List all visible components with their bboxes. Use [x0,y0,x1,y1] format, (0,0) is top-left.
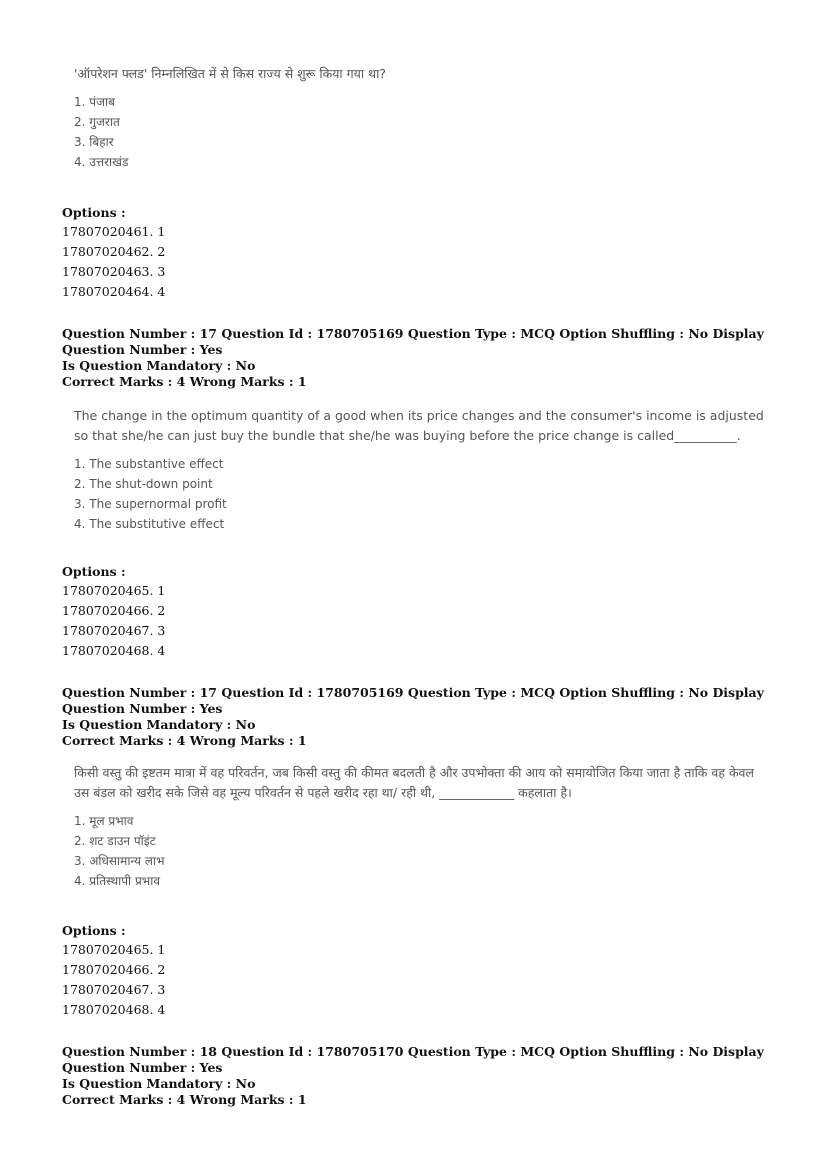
question-text: The change in the optimum quantity of a good when its price changes and the consumer's income is adjusted so that she/he can just buy the bundle that she/he was buying before the price change is called__________. [74,408,764,443]
mandatory-line: Is Question Mandatory : No [62,358,256,373]
mandatory-line: Is Question Mandatory : No [62,1076,256,1091]
choice-item: 3. बिहार [74,135,114,149]
option-id: 17807020465. 1 [62,942,166,957]
option-id: 17807020468. 4 [62,643,166,658]
question-meta-line: Question Number : 17 Question Id : 1780705169 Question Type : MCQ Option Shuffling : No Display Question Number : Yes [62,326,764,357]
options-label: Options : [62,205,126,220]
option-id: 17807020461. 1 [62,224,166,239]
option-id: 17807020462. 2 [62,244,166,259]
option-id: 17807020467. 3 [62,982,166,997]
choice-item: 1. पंजाब [74,95,115,109]
marks-line: Correct Marks : 4 Wrong Marks : 1 [62,733,307,748]
question-meta-line: Question Number : 17 Question Id : 1780705169 Question Type : MCQ Option Shuffling : No Display Question Number : Yes [62,685,764,716]
question-text: 'ऑपरेशन फ्लड' निम्नलिखित में से किस राज्य से शुरू किया गया था? [74,66,386,81]
question-18-meta [62,1044,792,1108]
option-id: 17807020467. 3 [62,623,166,638]
question-16-image [74,64,754,172]
options-block-16 [62,203,782,302]
option-id: 17807020463. 3 [62,264,166,279]
choice-list [74,92,754,172]
choice-item: 1. The substantive effect [74,457,224,471]
marks-line: Correct Marks : 4 Wrong Marks : 1 [62,1092,307,1107]
choice-list [74,811,764,891]
question-17-hindi-meta [62,685,792,749]
choice-item: 4. प्रतिस्थापी प्रभाव [74,874,161,888]
choice-item: 3. अधिसामान्य लाभ [74,854,165,868]
marks-line: Correct Marks : 4 Wrong Marks : 1 [62,374,307,389]
question-17-meta [62,326,792,390]
option-id: 17807020466. 2 [62,603,166,618]
options-block-17 [62,562,782,661]
choice-list [74,454,774,534]
question-17-hindi-image [74,763,764,891]
question-meta-line: Question Number : 18 Question Id : 1780705170 Question Type : MCQ Option Shuffling : No Display Question Number : Yes [62,1044,764,1075]
choice-item: 2. शट डाउन पॉइंट [74,834,156,848]
options-block-17-hindi [62,921,782,1020]
choice-item: 2. गुजरात [74,115,120,129]
options-label: Options : [62,564,126,579]
choice-item: 4. The substitutive effect [74,517,225,531]
choice-item: 1. मूल प्रभाव [74,814,134,828]
question-text: किसी वस्तु की इष्टतम मात्रा में वह परिवर्तन, जब किसी वस्तु की कीमत बदलती है और उपभोक्ता की आय को समायोजित किया जाता है ताकि वह केवल उस बंडल को खरीद सके जिसे वह मूल्य परिवर्तन से पहले खरीद रहा था/ रही थी, ____________ कहलाता है। [74,765,754,800]
option-id: 17807020468. 4 [62,1002,166,1017]
choice-item: 4. उत्तराखंड [74,155,129,169]
option-id: 17807020466. 2 [62,962,166,977]
question-17-image [74,406,774,534]
choice-item: 2. The shut-down point [74,477,213,491]
mandatory-line: Is Question Mandatory : No [62,717,256,732]
option-id: 17807020464. 4 [62,284,166,299]
option-id: 17807020465. 1 [62,583,166,598]
options-label: Options : [62,923,126,938]
choice-item: 3. The supernormal profit [74,497,227,511]
